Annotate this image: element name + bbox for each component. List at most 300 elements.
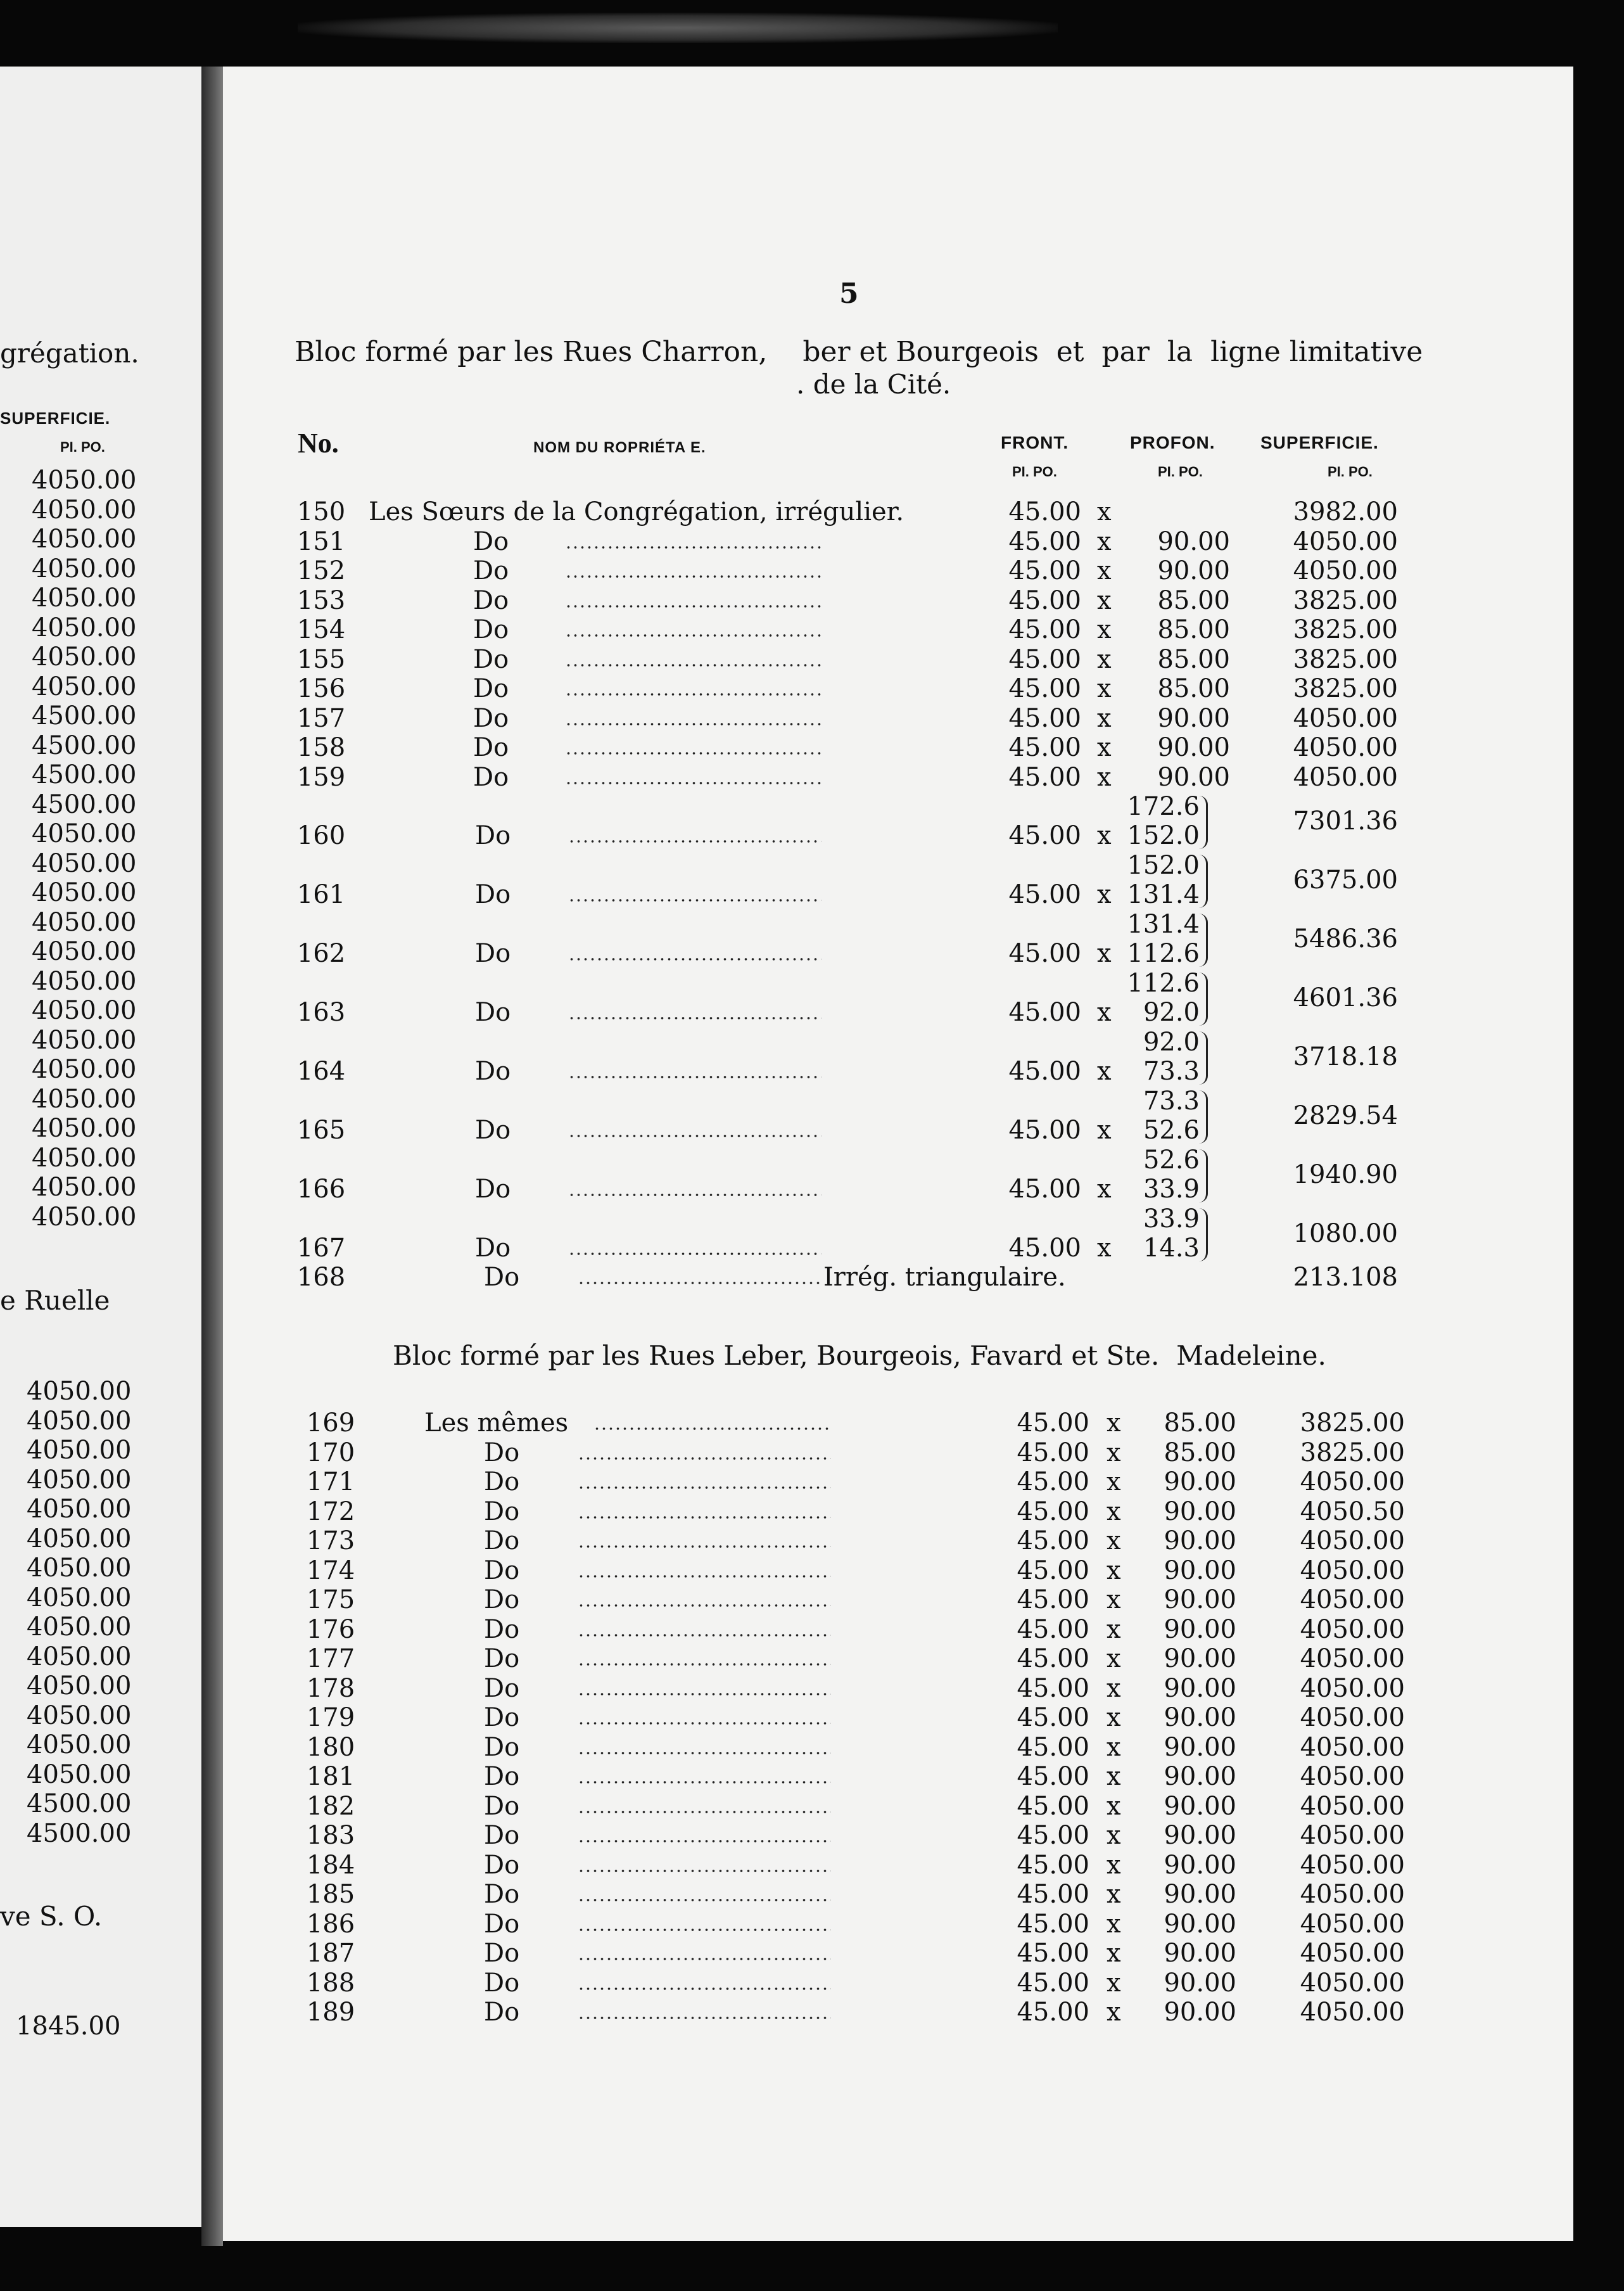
b1-row-front: 45.00: [1008, 1175, 1081, 1204]
b2-row-front: 45.00: [1017, 1762, 1089, 1791]
b1-row-no: 158: [296, 733, 346, 762]
b1-row-front: 45.00: [1008, 497, 1081, 526]
b1-row-owner: Do: [475, 1116, 511, 1145]
b1-row-no: 155: [296, 644, 346, 674]
b2-row-area: 4050.00: [1300, 1998, 1405, 2027]
left-area-value: 4050.00: [27, 1612, 132, 1642]
b2-row-leader-dots: [578, 1752, 831, 1754]
b2-row-leader-dots: [578, 1958, 831, 1960]
b2-row-front: 45.00: [1017, 1408, 1089, 1438]
b2-row-front: 45.00: [1017, 1496, 1089, 1526]
b2-row-owner: Do: [484, 1555, 520, 1585]
col-unit-profon: PI. PO.: [1158, 464, 1203, 480]
b1-row-owner: Do: [473, 703, 509, 733]
left-area-value: 4050.00: [32, 584, 137, 613]
b1-row-area: 4050.00: [1293, 703, 1398, 733]
col-header-no: No.: [298, 428, 339, 459]
b2-row-no: 175: [306, 1585, 355, 1614]
b2-row-area: 3825.00: [1300, 1438, 1405, 1467]
b2-row-times: x: [1107, 1438, 1121, 1467]
b2-row-owner: Do: [484, 1673, 520, 1703]
b1-row-front: 45.00: [1008, 880, 1081, 909]
b1-row-area: 3825.00: [1293, 585, 1398, 615]
b2-row-depth: 85.00: [1164, 1408, 1236, 1438]
b2-row-times: x: [1107, 1703, 1121, 1732]
b2-row-depth: 90.00: [1164, 1821, 1236, 1850]
left-area-value: 4500.00: [32, 789, 137, 819]
b2-row-owner: Do: [484, 1909, 520, 1939]
b1-row-front: 45.00: [1008, 1057, 1081, 1086]
b1-row-depth: 85.00: [1157, 615, 1230, 644]
b2-row-times: x: [1107, 1408, 1121, 1438]
b2-row-depth: 90.00: [1164, 1968, 1236, 1998]
b1-row-owner: Do: [475, 880, 511, 909]
b2-row-times: x: [1107, 1791, 1121, 1821]
left-col-unit: PI. PO.: [60, 439, 105, 455]
b2-row-front: 45.00: [1017, 1703, 1089, 1732]
b1-row-times: x: [1097, 674, 1112, 703]
left-area-value: 4050.00: [32, 937, 137, 966]
b2-row-area: 4050.00: [1300, 1673, 1405, 1703]
b2-row-area: 3825.00: [1300, 1408, 1405, 1438]
b1-row-depth-top: 152.0: [1127, 851, 1200, 880]
b1-row-no: 168: [296, 1263, 346, 1292]
b1-row-depth-top: 172.6: [1127, 792, 1200, 821]
b2-row-front: 45.00: [1017, 1968, 1089, 1998]
b1-row-leader-dots: [565, 605, 822, 608]
b1-row-owner: Les Sœurs de la Congrégation, irrégulier.: [369, 497, 904, 526]
b1-row-front: 45.00: [1008, 615, 1081, 644]
b2-row-times: x: [1107, 1939, 1121, 1968]
b2-row-owner: Do: [484, 1968, 520, 1998]
b1-row-area: 3982.00: [1293, 497, 1398, 526]
b1-row-times: x: [1097, 939, 1112, 968]
b2-row-front: 45.00: [1017, 1850, 1089, 1880]
b2-row-no: 174: [306, 1555, 355, 1585]
b1-row-times: x: [1097, 998, 1112, 1027]
left-area-value: 4050.00: [32, 495, 137, 525]
b1-row-depth-top: 33.9: [1143, 1204, 1200, 1234]
b1-row-depth: 85.00: [1157, 644, 1230, 674]
b2-row-depth: 90.00: [1164, 1703, 1236, 1732]
left-area-value: 4050.00: [32, 1084, 137, 1114]
left-ruelle-fragment: e Ruelle: [0, 1285, 110, 1316]
left-area-value: 4050.00: [32, 1055, 137, 1084]
b2-row-leader-dots: [578, 1634, 831, 1637]
b2-row-area: 4050.00: [1300, 1467, 1405, 1496]
b1-row-owner: Do: [475, 1234, 511, 1263]
col-unit-front: PI. PO.: [1012, 464, 1057, 480]
b2-row-front: 45.00: [1017, 1467, 1089, 1496]
block1-heading-line1: Bloc formé par les Rues Charron, ber et Bourgeois et par la ligne limitative: [295, 336, 1423, 368]
left-area-value: 4050.00: [27, 1701, 132, 1730]
b1-row-times: x: [1097, 615, 1112, 644]
b1-row-no: 159: [296, 762, 346, 792]
b1-row-times: x: [1097, 1175, 1112, 1204]
b2-row-depth: 90.00: [1164, 1585, 1236, 1614]
b2-row-leader-dots: [578, 1781, 831, 1784]
b2-row-no: 173: [306, 1526, 355, 1555]
b2-row-times: x: [1107, 1496, 1121, 1526]
b2-row-front: 45.00: [1017, 1438, 1089, 1467]
b1-row-depth: 90.00: [1157, 762, 1230, 792]
b2-row-front: 45.00: [1017, 1614, 1089, 1644]
b2-row-depth: 90.00: [1164, 1555, 1236, 1585]
b1-row-brace: [1198, 796, 1208, 849]
b2-row-owner: Les mêmes: [424, 1408, 569, 1438]
b1-row-area: 7301.36: [1293, 807, 1398, 836]
col-header-profon: PROFON.: [1130, 433, 1215, 452]
left-area-value: 4050.00: [32, 1025, 137, 1055]
b2-row-depth: 90.00: [1164, 1939, 1236, 1968]
b1-row-times: x: [1097, 733, 1112, 762]
left-area-value: 4050.00: [27, 1642, 132, 1671]
b2-row-leader-dots: [578, 1870, 831, 1872]
b2-row-no: 184: [306, 1850, 355, 1880]
b1-row-brace: [1198, 914, 1208, 967]
b2-row-depth: 85.00: [1164, 1438, 1236, 1467]
b1-row-no: 164: [296, 1057, 346, 1086]
b1-row-leader-dots: [568, 1135, 822, 1137]
b2-row-area: 4050.00: [1300, 1555, 1405, 1585]
b1-row-depth: 90.00: [1157, 703, 1230, 733]
b1-row-area: 1940.90: [1293, 1160, 1398, 1189]
b2-row-area: 4050.00: [1300, 1968, 1405, 1998]
b1-row-area: 5486.36: [1293, 924, 1398, 954]
b1-row-owner: Do: [473, 615, 509, 644]
b2-row-owner: Do: [484, 1939, 520, 1968]
b1-row-area: 1080.00: [1293, 1219, 1398, 1248]
b1-row-front: 45.00: [1008, 526, 1081, 556]
left-area-value: 4050.00: [32, 878, 137, 907]
b2-row-area: 4050.00: [1300, 1909, 1405, 1939]
b1-row-owner: Do: [475, 1057, 511, 1086]
b1-row-times: x: [1097, 703, 1112, 733]
b2-row-leader-dots: [578, 1457, 831, 1460]
b2-row-area: 4050.00: [1300, 1732, 1405, 1762]
b1-row-depth-top: 112.6: [1127, 969, 1200, 998]
left-facing-page: [0, 67, 201, 2227]
b1-row-no: 157: [296, 703, 346, 733]
b1-row-times: x: [1097, 1234, 1112, 1263]
b2-row-times: x: [1107, 1644, 1121, 1673]
b2-row-times: x: [1107, 1998, 1121, 2027]
b1-row-no: 152: [296, 556, 346, 585]
b2-row-front: 45.00: [1017, 1555, 1089, 1585]
main-page: [223, 67, 1573, 2241]
b2-row-leader-dots: [578, 2017, 831, 2019]
b1-row-depth: 85.00: [1157, 674, 1230, 703]
b1-row-brace: [1198, 1149, 1208, 1203]
b1-row-leader-dots: [565, 634, 822, 637]
b2-row-depth: 90.00: [1164, 1496, 1236, 1526]
b2-row-leader-dots: [578, 1604, 831, 1607]
left-area-value: 4050.00: [32, 907, 137, 937]
b2-row-times: x: [1107, 1673, 1121, 1703]
b1-row-times: x: [1097, 526, 1112, 556]
b1-row-times: x: [1097, 1057, 1112, 1086]
b2-row-owner: Do: [484, 1732, 520, 1762]
b2-row-owner: Do: [484, 1703, 520, 1732]
left-area-value: 4500.00: [27, 1818, 132, 1848]
left-area-value: 4050.00: [32, 819, 137, 848]
b2-row-times: x: [1107, 1732, 1121, 1762]
b1-row-owner: Do: [473, 585, 509, 615]
left-ve-so-fragment: ve S. O.: [0, 1901, 103, 1932]
b1-row-depth-bottom: 131.4: [1127, 880, 1200, 909]
b2-row-times: x: [1107, 1909, 1121, 1939]
b2-row-owner: Do: [484, 1496, 520, 1526]
left-area-value: 4050.00: [32, 613, 137, 642]
left-area-value: 4050.00: [27, 1671, 132, 1701]
b2-row-depth: 90.00: [1164, 1762, 1236, 1791]
b2-row-area: 4050.00: [1300, 1526, 1405, 1555]
b1-row-area: 4050.00: [1293, 733, 1398, 762]
b2-row-front: 45.00: [1017, 1791, 1089, 1821]
b2-row-area: 4050.00: [1300, 1939, 1405, 1968]
b1-row-leader-dots: [568, 1253, 822, 1255]
b1-row-owner: Do: [484, 1263, 520, 1292]
b1-row-depth-bottom: 52.6: [1143, 1116, 1200, 1145]
b2-row-depth: 90.00: [1164, 1526, 1236, 1555]
left-area-value: 4050.00: [32, 466, 137, 495]
b1-row-leader-dots: [568, 899, 822, 902]
left-area-value: 4500.00: [27, 1789, 132, 1818]
b1-row-area: 3825.00: [1293, 674, 1398, 703]
b1-row-front: 45.00: [1008, 644, 1081, 674]
b2-row-area: 4050.00: [1300, 1880, 1405, 1909]
b2-row-times: x: [1107, 1880, 1121, 1909]
b2-row-leader-dots: [578, 1722, 831, 1725]
b1-row-owner: Do: [475, 998, 511, 1027]
b1-row-leader-dots: [565, 723, 822, 725]
b2-row-depth: 90.00: [1164, 1614, 1236, 1644]
b1-row-depth: 90.00: [1157, 733, 1230, 762]
b1-row-area: 6375.00: [1293, 865, 1398, 895]
left-area-value: 4050.00: [27, 1554, 132, 1583]
b2-row-no: 186: [306, 1909, 355, 1939]
b2-row-leader-dots: [578, 1545, 831, 1548]
b2-row-times: x: [1107, 1467, 1121, 1496]
b2-row-leader-dots: [578, 1840, 831, 1842]
b2-row-owner: Do: [484, 1850, 520, 1880]
left-area-value: 4050.00: [32, 848, 137, 878]
b2-row-area: 4050.00: [1300, 1850, 1405, 1880]
b1-row-depth-top: 52.6: [1143, 1146, 1200, 1175]
b2-row-front: 45.00: [1017, 1732, 1089, 1762]
b2-row-times: x: [1107, 1585, 1121, 1614]
b2-row-owner: Do: [484, 1526, 520, 1555]
b1-row-leader-dots: [568, 840, 822, 843]
b2-row-front: 45.00: [1017, 1585, 1089, 1614]
b2-row-times: x: [1107, 1555, 1121, 1585]
b1-row-depth-bottom: 152.0: [1127, 821, 1200, 850]
b2-row-depth: 90.00: [1164, 1673, 1236, 1703]
b1-row-no: 160: [296, 821, 346, 850]
b2-row-front: 45.00: [1017, 1880, 1089, 1909]
b2-row-times: x: [1107, 1850, 1121, 1880]
b1-row-no: 154: [296, 615, 346, 644]
b1-row-owner: Do: [475, 821, 511, 850]
b2-row-no: 172: [306, 1496, 355, 1526]
b2-row-depth: 90.00: [1164, 1880, 1236, 1909]
b1-row-front: 45.00: [1008, 703, 1081, 733]
left-area-value: 4050.00: [32, 672, 137, 701]
b1-row-times: x: [1097, 880, 1112, 909]
b1-row-front: 45.00: [1008, 821, 1081, 850]
book-spine: [201, 67, 223, 2246]
b2-row-times: x: [1107, 1614, 1121, 1644]
b2-row-leader-dots: [578, 1899, 831, 1901]
b2-row-no: 180: [306, 1732, 355, 1762]
b1-row-front: 45.00: [1008, 998, 1081, 1027]
b1-row-leader-dots: [568, 1076, 822, 1078]
col-unit-superficie: PI. PO.: [1328, 464, 1373, 480]
b2-row-depth: 90.00: [1164, 1732, 1236, 1762]
b2-row-owner: Do: [484, 1438, 520, 1467]
b1-row-times: x: [1097, 585, 1112, 615]
b2-row-depth: 90.00: [1164, 1909, 1236, 1939]
b1-row-area: 213.108: [1293, 1263, 1398, 1292]
b1-row-times: x: [1097, 1116, 1112, 1145]
left-area-value: 4050.00: [27, 1524, 132, 1554]
b1-row-front: 45.00: [1008, 1116, 1081, 1145]
b1-row-no: 150: [296, 497, 346, 526]
b2-row-times: x: [1107, 1821, 1121, 1850]
left-col-header: SUPERFICIE.: [0, 409, 111, 428]
b2-row-area: 4050.00: [1300, 1703, 1405, 1732]
b1-row-front: 45.00: [1008, 585, 1081, 615]
b1-row-leader-dots: [565, 664, 822, 667]
b2-row-depth: 90.00: [1164, 1998, 1236, 2027]
b2-row-times: x: [1107, 1762, 1121, 1791]
col-header-superficie: SUPERFICIE.: [1260, 433, 1379, 452]
b1-row-leader-dots: [565, 546, 822, 549]
b1-row-area: 3718.18: [1293, 1042, 1398, 1071]
b2-row-no: 179: [306, 1703, 355, 1732]
b1-row-leader-dots: [568, 1017, 822, 1019]
b1-row-leader-dots: [565, 752, 822, 755]
b2-row-no: 188: [306, 1968, 355, 1998]
left-area-value: 4050.00: [32, 966, 137, 996]
b1-row-brace: [1198, 1031, 1208, 1085]
b1-row-area: 4050.00: [1293, 526, 1398, 556]
left-heading-fragment: grégation.: [0, 338, 139, 369]
b1-row-owner: Do: [475, 939, 511, 968]
b2-row-no: 169: [306, 1408, 355, 1438]
b1-row-depth-bottom: 73.3: [1143, 1057, 1200, 1086]
b2-row-owner: Do: [484, 1614, 520, 1644]
b2-row-area: 4050.50: [1300, 1496, 1405, 1526]
left-area-value: 4050.00: [27, 1436, 132, 1465]
b1-row-note: Irrég. triangulaire.: [823, 1263, 1066, 1292]
b1-row-depth-bottom: 14.3: [1143, 1234, 1200, 1263]
b2-row-owner: Do: [484, 1880, 520, 1909]
b1-row-no: 165: [296, 1116, 346, 1145]
block2-heading: Bloc formé par les Rues Leber, Bourgeois, Favard et Ste. Madeleine.: [393, 1340, 1326, 1371]
b1-row-depth: 90.00: [1157, 556, 1230, 585]
left-area-value: 4050.00: [32, 554, 137, 584]
left-area-value: 4050.00: [32, 1114, 137, 1143]
b1-row-owner: Do: [473, 644, 509, 674]
b2-row-no: 171: [306, 1467, 355, 1496]
b1-row-times: x: [1097, 644, 1112, 674]
b1-row-area: 4050.00: [1293, 762, 1398, 792]
b2-row-leader-dots: [578, 1811, 831, 1813]
b1-row-area: 3825.00: [1293, 615, 1398, 644]
b2-row-leader-dots: [578, 1988, 831, 1990]
b2-row-owner: Do: [484, 1644, 520, 1673]
b2-row-area: 4050.00: [1300, 1644, 1405, 1673]
b1-row-depth-bottom: 112.6: [1127, 939, 1200, 968]
b1-row-no: 162: [296, 939, 346, 968]
b1-row-no: 167: [296, 1234, 346, 1263]
left-area-value: 4050.00: [32, 642, 137, 672]
left-area-value: 4050.00: [27, 1377, 132, 1406]
b2-row-no: 189: [306, 1998, 355, 2027]
b1-row-brace: [1198, 855, 1208, 908]
b1-row-owner: Do: [475, 1175, 511, 1204]
b2-row-leader-dots: [593, 1427, 831, 1430]
b1-row-front: 45.00: [1008, 939, 1081, 968]
block1-heading-line2: . de la Cité.: [796, 369, 951, 400]
b2-row-depth: 90.00: [1164, 1644, 1236, 1673]
b1-row-times: x: [1097, 762, 1112, 792]
b2-row-front: 45.00: [1017, 1526, 1089, 1555]
b2-row-area: 4050.00: [1300, 1614, 1405, 1644]
b2-row-front: 45.00: [1017, 1909, 1089, 1939]
b2-row-no: 183: [306, 1821, 355, 1850]
b2-row-leader-dots: [578, 1486, 831, 1489]
b1-row-times: x: [1097, 821, 1112, 850]
b1-row-depth-bottom: 92.0: [1143, 998, 1200, 1027]
b2-row-leader-dots: [578, 1693, 831, 1695]
b2-row-depth: 90.00: [1164, 1791, 1236, 1821]
b1-row-owner: Do: [473, 674, 509, 703]
b2-row-depth: 90.00: [1164, 1850, 1236, 1880]
b2-row-owner: Do: [484, 1467, 520, 1496]
page-number: 5: [839, 278, 859, 310]
b1-row-leader-dots: [568, 958, 822, 960]
b1-row-no: 153: [296, 585, 346, 615]
b1-row-owner: Do: [473, 762, 509, 792]
b2-row-no: 181: [306, 1762, 355, 1791]
b2-row-leader-dots: [578, 1663, 831, 1666]
left-area-value: 4050.00: [32, 1173, 137, 1202]
left-area-value: 4500.00: [32, 760, 137, 789]
b2-row-no: 187: [306, 1939, 355, 1968]
b1-row-depth-bottom: 33.9: [1143, 1175, 1200, 1204]
left-area-value: 4050.00: [27, 1759, 132, 1789]
b2-row-leader-dots: [578, 1575, 831, 1578]
b2-row-no: 178: [306, 1673, 355, 1703]
b1-row-times: x: [1097, 556, 1112, 585]
left-area-value: 4500.00: [32, 701, 137, 731]
b2-row-times: x: [1107, 1968, 1121, 1998]
b1-row-times: x: [1097, 497, 1112, 526]
b1-row-area: 4050.00: [1293, 556, 1398, 585]
b1-row-no: 166: [296, 1175, 346, 1204]
b1-row-depth: 85.00: [1157, 585, 1230, 615]
b2-row-no: 170: [306, 1438, 355, 1467]
b2-row-area: 4050.00: [1300, 1762, 1405, 1791]
b1-row-no: 151: [296, 526, 346, 556]
b1-row-front: 45.00: [1008, 762, 1081, 792]
b1-row-brace: [1198, 1090, 1208, 1144]
left-area-value: 4050.00: [27, 1730, 132, 1759]
b2-row-front: 45.00: [1017, 1998, 1089, 2027]
b2-row-no: 185: [306, 1880, 355, 1909]
